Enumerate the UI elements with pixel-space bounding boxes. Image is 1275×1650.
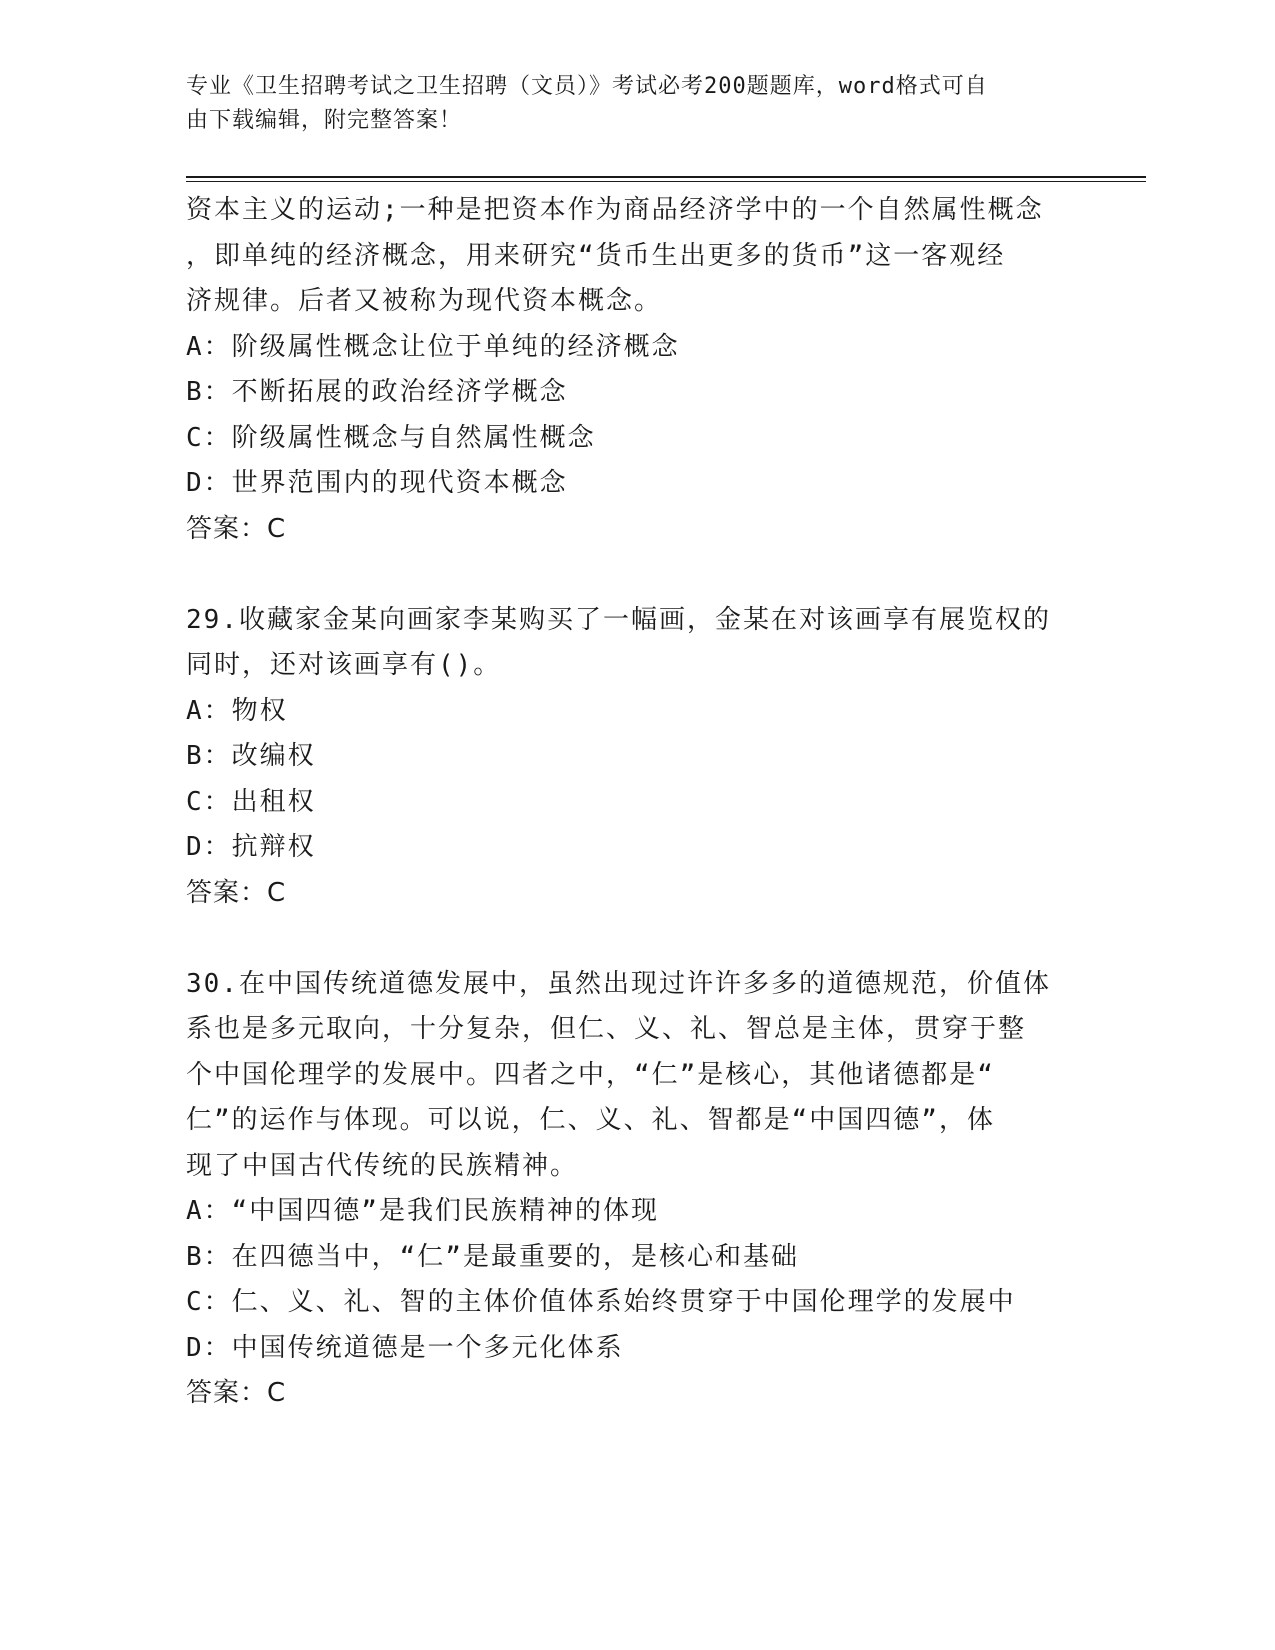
answer-line: 答案：C bbox=[186, 877, 287, 908]
question-text-line: 资本主义的运动;一种是把资本作为商品经济学中的一个自然属性概念 bbox=[186, 195, 1044, 225]
header-divider-thick bbox=[186, 176, 1146, 178]
option-d: D：中国传统道德是一个多元化体系 bbox=[186, 1332, 624, 1363]
option-a: A：“中国四德”是我们民族精神的体现 bbox=[186, 1196, 659, 1226]
option-c: C：仁、义、礼、智的主体价值体系始终贯穿于中国伦理学的发展中 bbox=[186, 1287, 1016, 1317]
option-b: B：改编权 bbox=[186, 741, 316, 771]
option-d: D：抗辩权 bbox=[186, 832, 316, 862]
question-text-line: 个中国伦理学的发展中。四者之中，“仁”是核心，其他诸德都是“ bbox=[186, 1059, 995, 1090]
option-d: D：世界范围内的现代资本概念 bbox=[186, 468, 568, 498]
option-b: B：在四德当中，“仁”是最重要的，是核心和基础 bbox=[186, 1241, 799, 1272]
question-text-line: 仁”的运作与体现。可以说，仁、义、礼、智都是“中国四德”，体 bbox=[186, 1105, 995, 1135]
answer-line: 答案：C bbox=[186, 513, 287, 544]
option-a: A：阶级属性概念让位于单纯的经济概念 bbox=[186, 331, 680, 362]
document-body bbox=[186, 188, 1086, 1417]
question-text-line: ，即单纯的经济概念，用来研究“货币生出更多的货币”这一客观经 bbox=[186, 240, 1006, 271]
header-line-1: 专业《卫生招聘考试之卫生招聘（文员）》考试必考200题题库，word格式可自 bbox=[186, 74, 988, 99]
question-text-line: 济规律。后者又被称为现代资本概念。 bbox=[186, 286, 663, 316]
option-c: C：出租权 bbox=[186, 786, 316, 817]
question-text-line: 29.收藏家金某向画家李某购买了一幅画，金某在对该画享有展览权的 bbox=[186, 604, 1051, 635]
option-a: A：物权 bbox=[186, 695, 288, 726]
header-line-2: 由下载编辑，附完整答案！ bbox=[186, 108, 463, 133]
question-text-line: 现了中国古代传统的民族精神。 bbox=[186, 1150, 579, 1181]
spacer bbox=[186, 916, 1086, 962]
question-text-line: 系也是多元取向，十分复杂，但仁、义、礼、智总是主体，贯穿于整 bbox=[186, 1014, 1027, 1044]
header-divider-thin bbox=[186, 181, 1146, 182]
option-b: B：不断拓展的政治经济学概念 bbox=[186, 377, 568, 407]
option-c: C：阶级属性概念与自然属性概念 bbox=[186, 422, 596, 453]
question-30 bbox=[186, 962, 1086, 1417]
question-text-line: 30.在中国传统道德发展中，虽然出现过许许多多的道德规范，价值体 bbox=[186, 968, 1051, 999]
answer-line: 答案：C bbox=[186, 1378, 287, 1408]
question-29 bbox=[186, 598, 1086, 917]
question-text-line: 同时，还对该画享有()。 bbox=[186, 650, 502, 680]
question-continuation bbox=[186, 188, 1086, 552]
page-header bbox=[186, 70, 1066, 138]
spacer bbox=[186, 552, 1086, 598]
